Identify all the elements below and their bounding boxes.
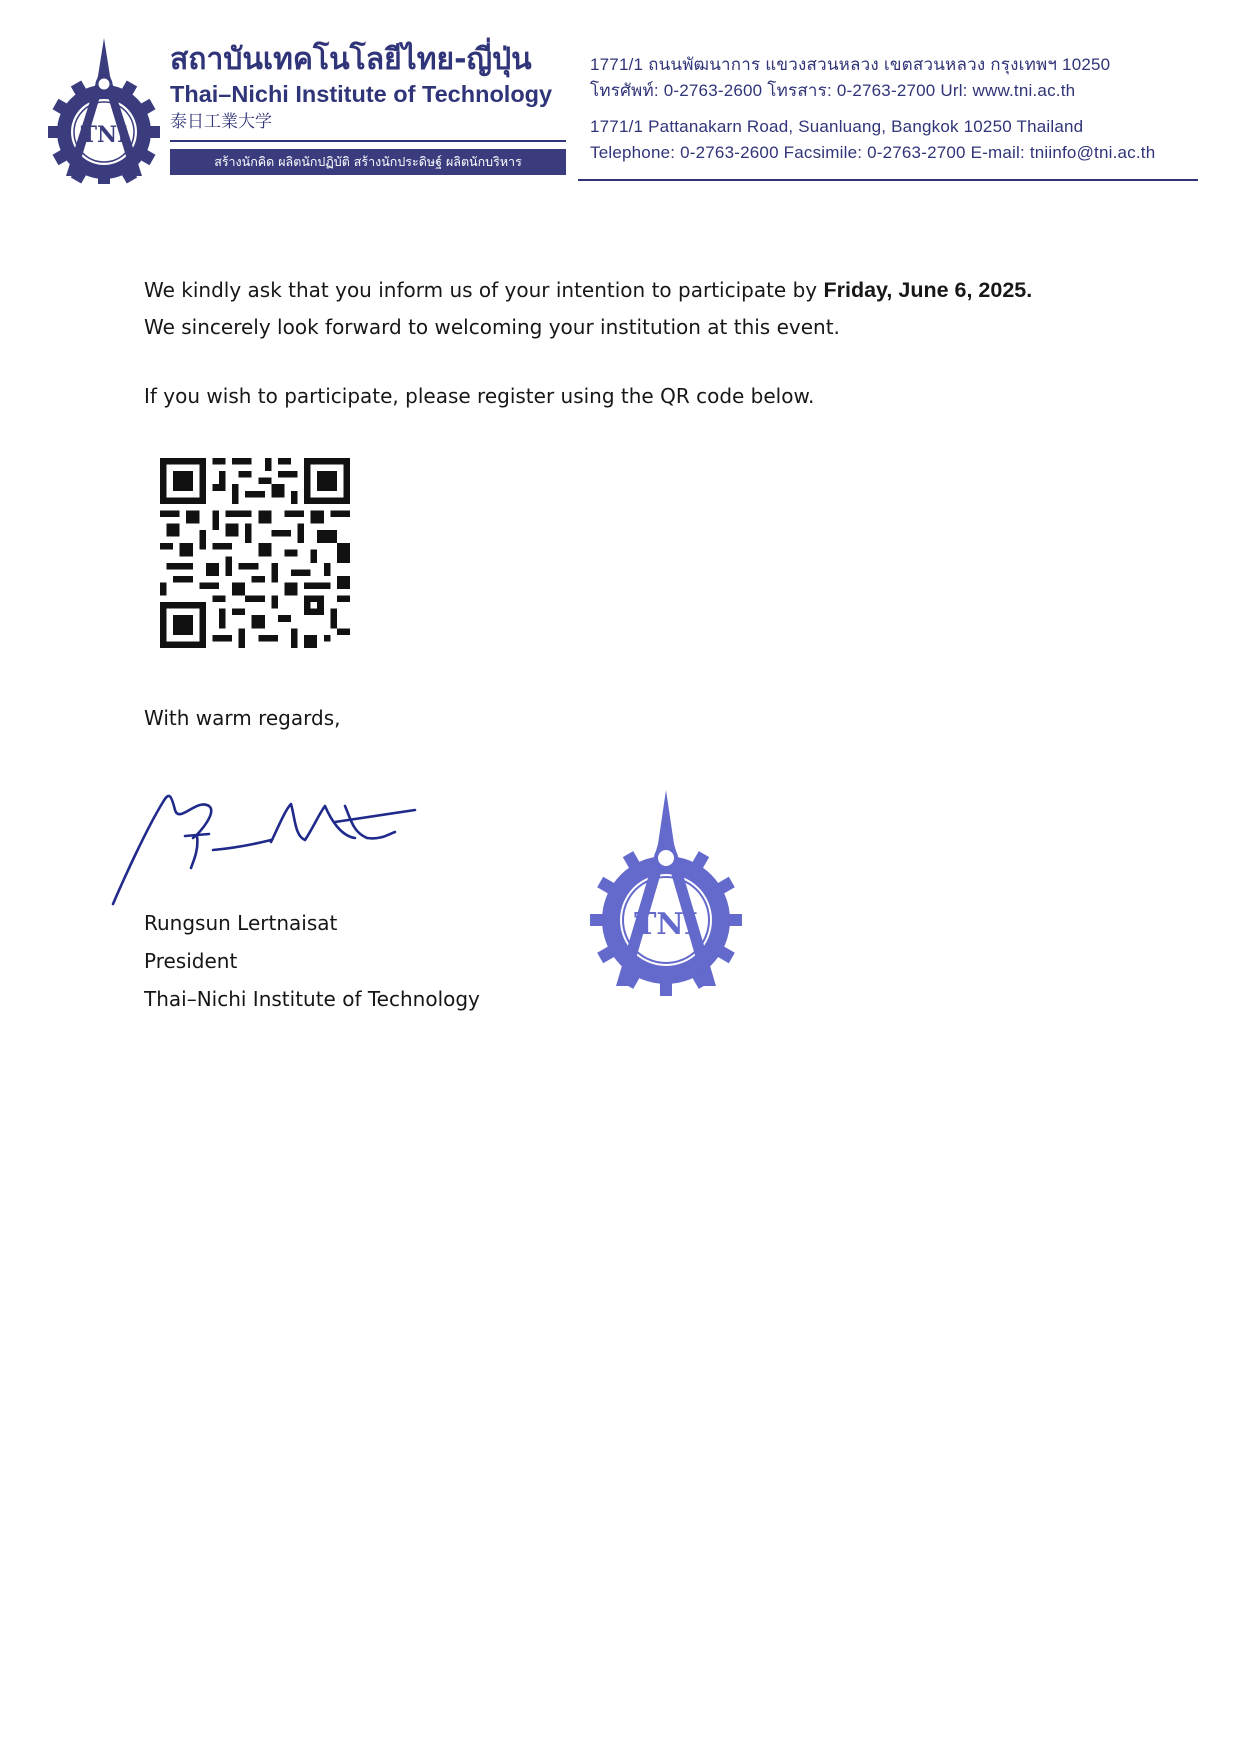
- signatory-title: President: [144, 949, 238, 973]
- paragraph-register: If you wish to participate, please register using the QR code below.: [144, 384, 815, 408]
- handwritten-signature: [105, 780, 465, 910]
- svg-text:TNI: TNI: [80, 122, 128, 148]
- address-english: 1771/1 Pattanakarn Road, Suanluang, Bangkok 10250 Thailand: [590, 117, 1084, 136]
- qr-code-icon[interactable]: [160, 458, 350, 648]
- signature-block: [144, 904, 480, 1018]
- brand-divider: [170, 140, 566, 142]
- closing-salutation: With warm regards,: [144, 706, 341, 730]
- letterhead-brand: [170, 40, 566, 175]
- institute-name-japanese: 泰日工業大学: [170, 112, 272, 132]
- letterhead-address: [590, 52, 1186, 166]
- tni-seal-stamp-icon: [584, 790, 750, 1000]
- deadline-intro: We kindly ask that you inform us of your intention to participate by: [144, 278, 824, 302]
- contact-thai: โทรศัพท์: 0-2763-2600 โทรสาร: 0-2763-2700 Url: www.tni.ac.th: [590, 81, 1076, 100]
- contact-english: Telephone: 0-2763-2600 Facsimile: 0-2763-2700 E-mail: tniinfo@tni.ac.th: [590, 143, 1156, 162]
- signatory-organization: Thai–Nichi Institute of Technology: [144, 987, 480, 1011]
- address-divider: [578, 179, 1198, 181]
- welcome-sentence: We sincerely look forward to welcoming your institution at this event.: [144, 315, 840, 339]
- institute-name-thai: สถาบันเทคโนโลยีไทย-ญี่ปุ่น: [170, 42, 532, 77]
- institute-name-english: Thai–Nichi Institute of Technology: [170, 81, 553, 107]
- signatory-name: Rungsun Lertnaisat: [144, 911, 338, 935]
- paragraph-deadline: [144, 272, 1124, 346]
- svg-text:TNI: TNI: [634, 907, 698, 942]
- tni-logo-icon: [46, 36, 164, 184]
- institute-motto: สร้างนักคิด ผลิตนักปฏิบัติ สร้างนักประดิษฐ์ ผลิตนักบริหาร: [170, 149, 566, 175]
- address-thai: 1771/1 ถนนพัฒนาการ แขวงสวนหลวง เขตสวนหลวง กรุงเทพฯ 10250: [590, 55, 1111, 74]
- deadline-date: Friday, June 6, 2025.: [823, 278, 1033, 302]
